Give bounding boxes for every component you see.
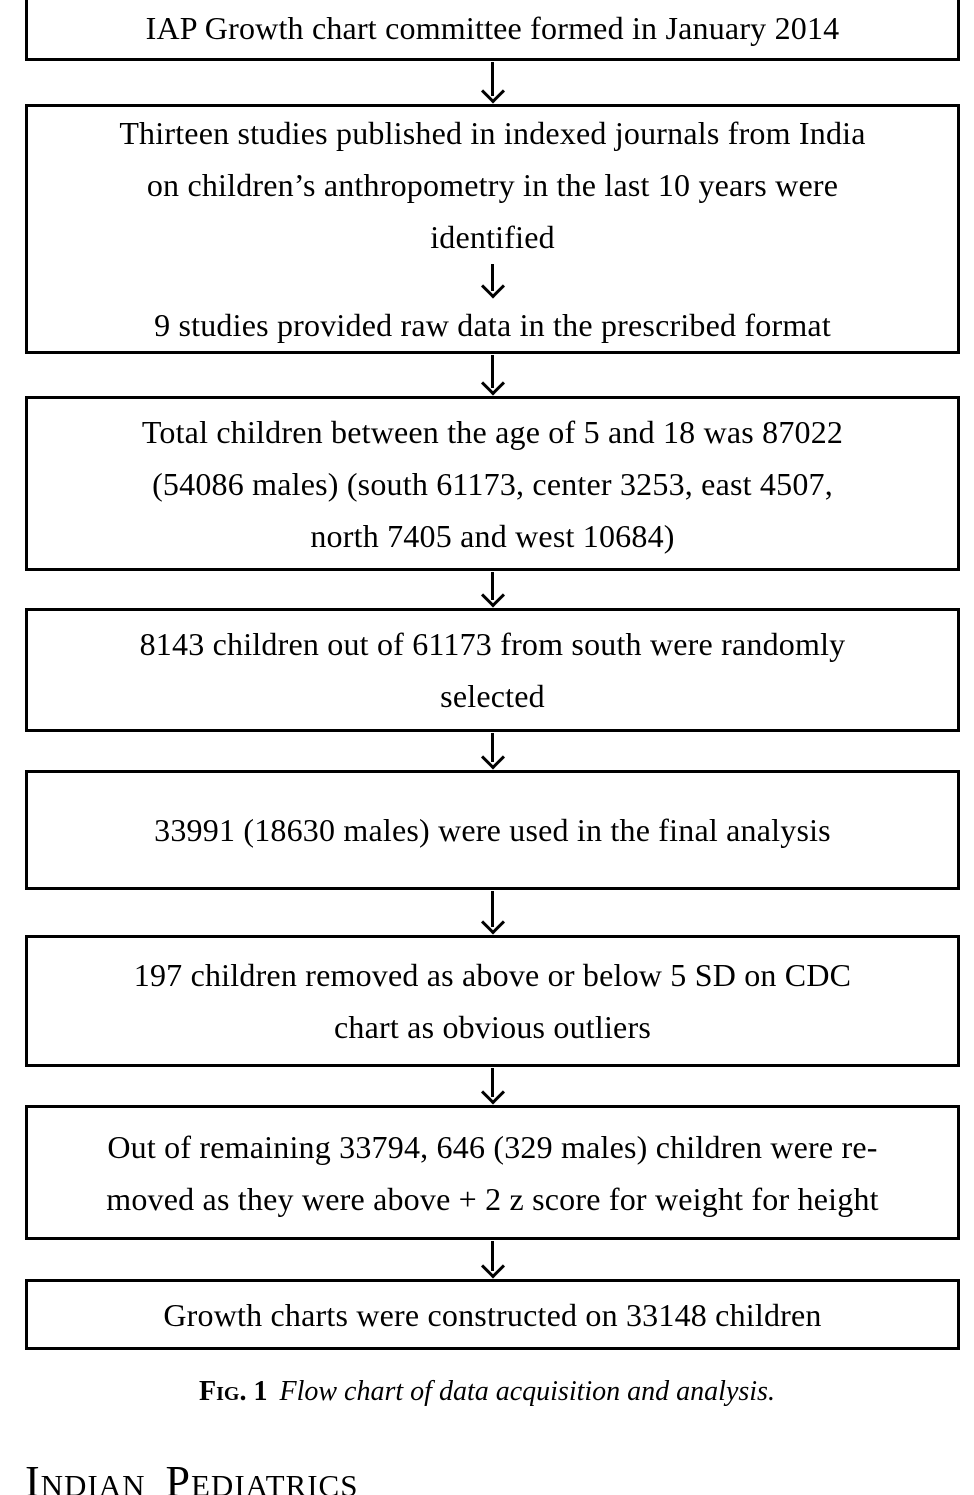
flow-step-7-line: moved as they were above + 2 z score for weight for height: [106, 1180, 879, 1217]
flow-step-6-line: chart as obvious outliers: [334, 1009, 651, 1045]
flow-step-4-line: selected: [440, 678, 545, 714]
flow-step-6-line: 197 children removed as above or below 5 SD on CDC: [133, 957, 852, 993]
down-arrow-internal: [473, 263, 513, 299]
flow-step-7: [25, 1105, 960, 1240]
down-arrow-1: [473, 61, 513, 104]
figure-caption: [0, 1374, 974, 1410]
flow-step-4-line: 8143 children out of 61173 from south were randomly: [139, 626, 846, 662]
flow-step-8: [25, 1279, 960, 1350]
flow-step-2-line: on children’s anthropometry in the last 10 years were: [146, 167, 839, 203]
down-arrow-6: [473, 1067, 513, 1105]
down-arrow-4: [473, 732, 513, 770]
figure-caption-label: Fig. 1: [199, 1376, 268, 1407]
down-arrow-2: [473, 354, 513, 396]
flow-step-3-line: (54086 males) (south 61173, center 3253, east 4507,: [152, 465, 833, 502]
flow-step-2-substep-line: 9 studies provided raw data in the prescribed format: [154, 307, 831, 343]
figure-caption-text: Flow chart of data acquisition and analysis.: [279, 1376, 775, 1407]
flow-step-8-line: Growth charts were constructed on 33148 children: [163, 1296, 822, 1333]
flow-step-5-line: 33991 (18630 males) were used in the final analysis: [154, 812, 831, 848]
flow-step-3-line: north 7405 and west 10684): [310, 517, 675, 554]
journal-name: Indian Pediatrics: [25, 1457, 359, 1495]
flow-step-3-line: Total children between the age of 5 and 18 was 87022: [141, 413, 844, 450]
flowchart: [25, 0, 960, 1350]
flow-step-7-line: Out of remaining 33794, 646 (329 males) children were re-: [107, 1128, 878, 1165]
flow-step-1: [25, 0, 960, 61]
flow-step-1-line: IAP Growth chart committee formed in January 2014: [145, 10, 840, 46]
flow-step-2-line: identified: [430, 219, 555, 255]
down-arrow-5: [473, 890, 513, 935]
flow-step-3: [25, 396, 960, 571]
flow-step-2-line: Thirteen studies published in indexed journals from India: [119, 115, 866, 151]
down-arrow-7: [473, 1240, 513, 1279]
down-arrow-3: [473, 571, 513, 608]
flow-step-4: [25, 608, 960, 732]
flow-step-5: [25, 770, 960, 890]
flow-step-2: [25, 104, 960, 354]
flow-step-6: [25, 935, 960, 1067]
